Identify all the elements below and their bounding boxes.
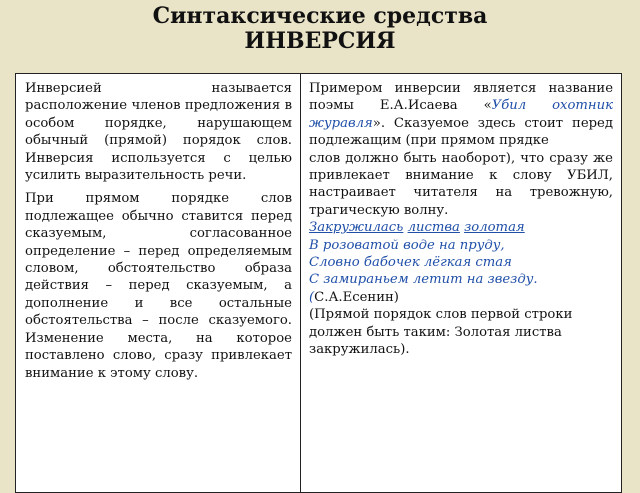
verse-line-2: В розоватой воде на пруду, [309, 237, 505, 253]
example-intro-a: Примером инверсии является название поэмы Е.А.Исаева « [309, 81, 613, 114]
slide-title [0, 4, 640, 54]
example-paragraph [309, 80, 613, 150]
poem-title: Убил охотник журавля [309, 98, 613, 131]
verse-line-1 [309, 219, 613, 236]
poem-quote [309, 219, 613, 306]
verse-line-4: С замираньем летит на звезду. [309, 272, 538, 288]
definition-paragraph: Инверсией называется расположение членов предложения в особом порядке, нарушающем обычный (прямой) порядок слов. Инверсия используется с целью усилить выразительность речи. [25, 81, 292, 184]
poem-author [309, 289, 613, 306]
title-line-1: Синтаксические средства [152, 3, 488, 29]
verse-word-2: листва [407, 220, 460, 236]
example-intro-b: ». Сказуемое здесь стоит перед подлежащим (при прямом прядке [309, 115, 613, 149]
title-line-2: ИНВЕРСИЯ [244, 28, 396, 54]
definition-column [16, 74, 301, 492]
author-name: С.А.Есенин) [314, 289, 399, 305]
verse-word-1: Закружилась [309, 220, 404, 236]
direct-order-note: (Прямой порядок слов первой строки должен быть таким: Золотая листва закружилась). [309, 307, 573, 358]
author-paren: ( [309, 289, 315, 305]
verse-line-3: Словно бабочек лёгкая стая [309, 255, 512, 271]
word-order-paragraph: При прямом порядке слов подлежащее обычно ставится перед сказуемым, согласованное определение – перед определяемым словом, обстоятельство образа действия – перед сказуемым, а дополнение и все остальные обстоятельства – после сказуемого. Изменение места, на которое поставлено слово, сразу привлекает внимание к этому слову. [25, 191, 292, 381]
example-column [301, 74, 621, 492]
example-explanation: слов должно быть наоборот), что сразу же привлекает внимание к слову УБИЛ, настраивает читателя на тревожную, трагическую волну. [309, 150, 613, 218]
content-table [15, 73, 622, 493]
verse-word-3: золотая [464, 220, 525, 236]
